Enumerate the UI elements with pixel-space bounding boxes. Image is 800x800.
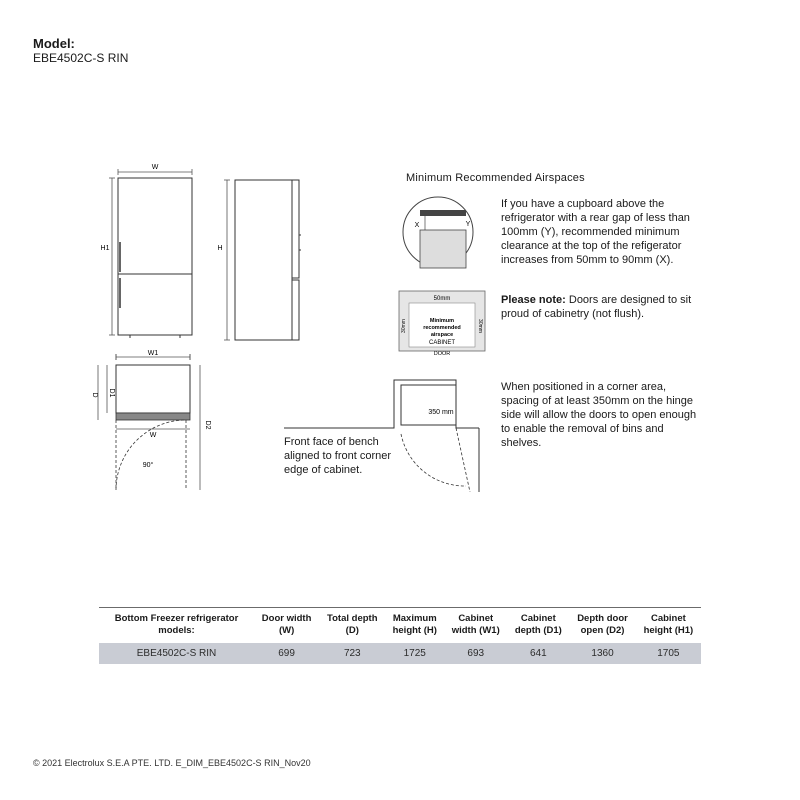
table-header-cell — [444, 608, 507, 644]
table-cell: 1360 — [569, 643, 635, 664]
table-cell: 1725 — [385, 643, 444, 664]
fig2-center-line3: airspace — [430, 332, 454, 338]
fig2-right-label: 30mm — [477, 319, 483, 333]
table-header-line: models: — [158, 625, 195, 636]
table-cell: 1705 — [636, 643, 701, 664]
table-cell: 693 — [444, 643, 507, 664]
table-cell: 699 — [254, 643, 319, 664]
please-note-text — [501, 293, 696, 321]
fig1-x-label: X — [414, 222, 420, 229]
table-header-line: Total depth — [327, 613, 378, 624]
angle-label: 90° — [142, 462, 154, 469]
table-header-cell — [99, 608, 254, 644]
table-header-cell — [319, 608, 385, 644]
table-header-line: Cabinet — [520, 613, 556, 624]
airspace-cupboard-text: If you have a cupboard above the refrigerator with a rear gap of less than 100mm (Y), recommended minimum clearance at the top of the refigerator increases from 50mm to 90mm (X). — [501, 198, 690, 266]
table-cell: 641 — [507, 643, 569, 664]
table-header-line: Cabinet — [458, 613, 494, 624]
footer-copyright: © 2021 Electrolux S.E.A PTE. LTD. E_DIM_EBE4502C-S RIN_Nov20 — [33, 758, 311, 768]
model-label: Model: — [33, 36, 75, 51]
top-width1-label: W1 — [147, 350, 159, 357]
side-view-diagram — [210, 170, 310, 350]
top-width-label: W — [149, 432, 157, 439]
side-height-label: H — [217, 245, 223, 252]
table-header-line: height (H1) — [643, 625, 694, 636]
table-header-line: width (W1) — [451, 625, 500, 636]
corner-spacing-text: When positioned in a corner area, spacing of at least 350mm on the hinge side will allow the doors to open enough to enable the removal of bins and shelves. — [501, 381, 697, 449]
top-depth2-label: D2 — [204, 420, 211, 430]
please-note-label: Please note: — [501, 294, 566, 306]
table-header-line: open (D2) — [580, 625, 625, 636]
table-header-line: (W) — [278, 625, 295, 636]
table-header-line: height (H) — [392, 625, 437, 636]
table-header-line: depth (D1) — [514, 625, 562, 636]
front-width-label: W — [151, 164, 159, 171]
table-header-line: Depth door — [577, 613, 628, 624]
bench-note-text: Front face of bench aligned to front corner edge of cabinet. — [284, 436, 392, 476]
table-header-line: (D) — [345, 625, 359, 636]
table-header-line: Bottom Freezer refrigerator — [114, 613, 239, 624]
please-note-body: Doors are designed to sit proud of cabinetry (not flush). — [501, 294, 692, 320]
table-header-cell — [385, 608, 444, 644]
fig2-left-label: 30mm — [401, 319, 407, 333]
front-view-diagram — [95, 160, 205, 350]
table-header-cell — [569, 608, 635, 644]
table-header-line: Cabinet — [650, 613, 686, 624]
spec-table — [99, 607, 701, 664]
top-depth1-label: D1 — [108, 388, 115, 398]
fig2-center-line2: recommended — [423, 325, 461, 331]
table-header-cell — [254, 608, 319, 644]
fig2-center-line1: Minimum — [429, 318, 455, 324]
table-header-cell — [507, 608, 569, 644]
model-name: EBE4502C-S RIN — [33, 51, 129, 65]
airspaces-title: Minimum Recommended Airspaces — [406, 172, 585, 184]
table-row — [99, 643, 701, 664]
fig2-door-label: DOOR — [433, 351, 451, 357]
table-cell: 723 — [319, 643, 385, 664]
fig1-y-label: Y — [465, 221, 471, 228]
airspace-cupboard-diagram — [400, 192, 480, 272]
table-header-cell — [636, 608, 701, 644]
table-cell: EBE4502C-S RIN — [99, 643, 254, 664]
top-view-diagram — [88, 345, 218, 495]
table-header-line: Door width — [261, 613, 312, 624]
fig2-cabinet-label: CABINET — [428, 340, 456, 346]
table-header-line: Maximum — [392, 613, 437, 624]
airspace-cabinet-diagram — [397, 289, 487, 357]
table-header-row — [99, 608, 701, 644]
top-depth-label: D — [91, 392, 98, 398]
front-height-label: H1 — [100, 245, 110, 252]
fig2-top-label: 50mm — [433, 296, 451, 302]
fig3-spacing-label: 350 mm — [428, 409, 454, 416]
